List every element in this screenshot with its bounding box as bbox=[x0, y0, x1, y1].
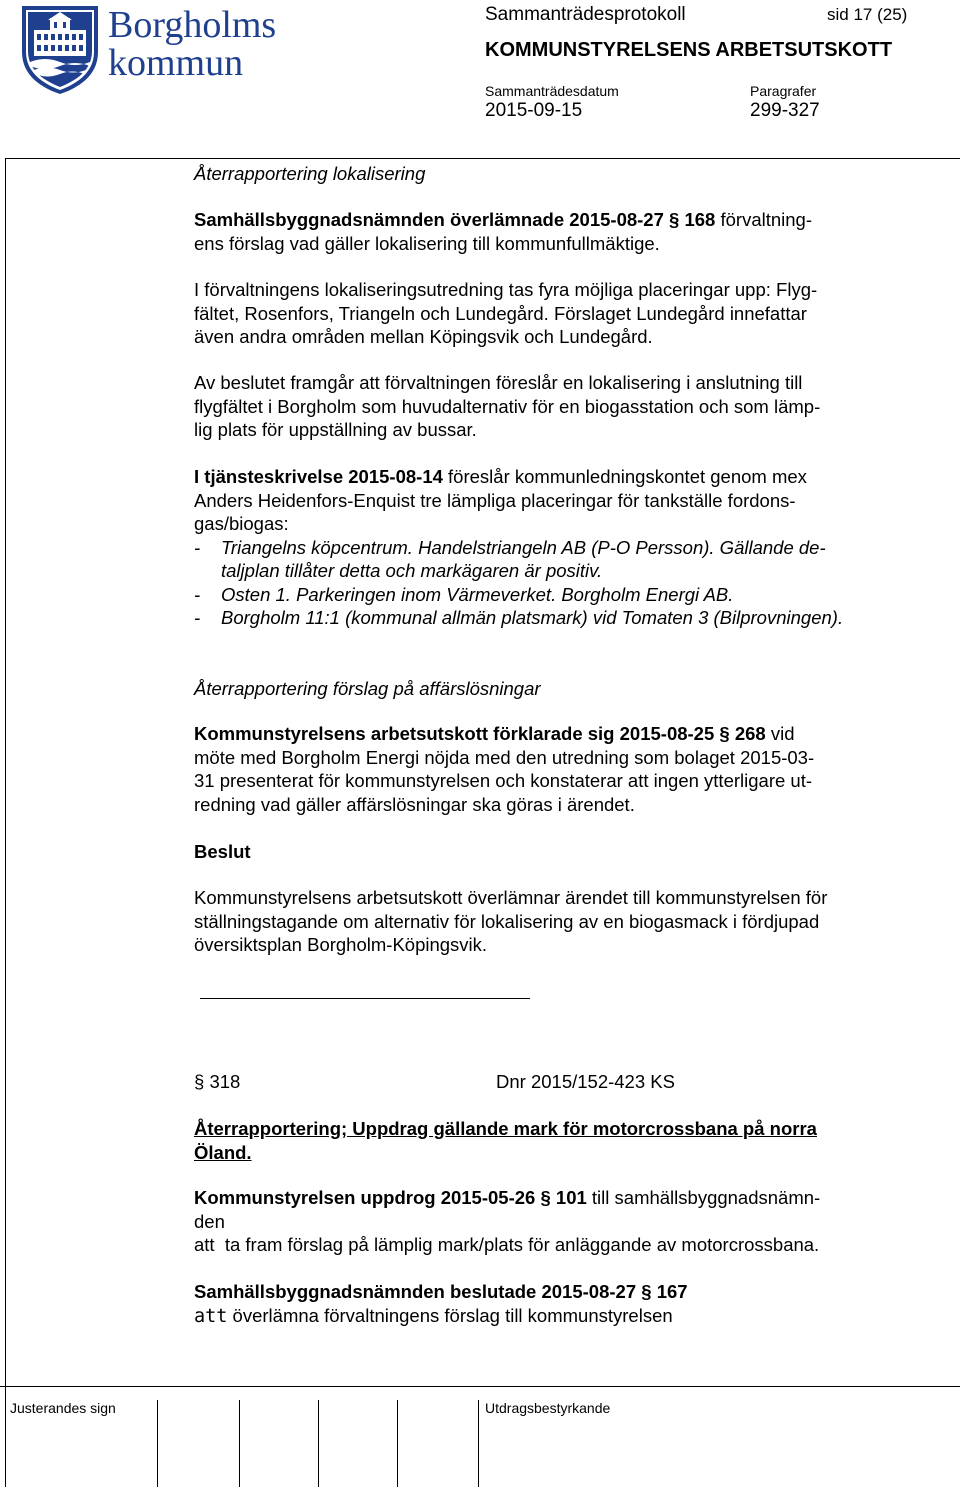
case-title bbox=[194, 1117, 914, 1164]
list-item bbox=[194, 606, 924, 630]
footer-divider bbox=[478, 1400, 479, 1487]
text: förvaltning- bbox=[715, 209, 812, 230]
decision-ref: Kommunstyrelsen uppdrog 2015-05-26 bbox=[194, 1187, 536, 1208]
section-heading-affarslosningar: Återrapportering förslag på affärslösningar bbox=[194, 678, 541, 699]
footer-rule bbox=[0, 1386, 960, 1387]
text: Borgholm 11:1 (kommunal allmän platsmark) vid Tomaten 3 (Bilprovningen). bbox=[221, 607, 844, 628]
decision-ref: I tjänsteskrivelse 2015-08-14 bbox=[194, 466, 443, 487]
paragraph-snb-decision bbox=[194, 208, 894, 255]
text: Återrapportering; Uppdrag gällande mark för motorcrossbana på norra bbox=[194, 1118, 817, 1139]
paragraph-symbol: § bbox=[540, 1187, 551, 1208]
text: möte med Borgholm Energi nöjda med den utredning som bolaget 2015-03- bbox=[194, 746, 815, 768]
paragraph-utredning bbox=[194, 278, 914, 349]
paragraph-number: 268 bbox=[734, 723, 766, 744]
section-divider bbox=[200, 998, 530, 999]
meeting-date: 2015-09-15 bbox=[485, 100, 583, 121]
footer-sign-label: Justerandes sign bbox=[10, 1400, 116, 1416]
text: ens förslag vad gäller lokalisering till kommunfullmäktige. bbox=[194, 232, 660, 254]
list-item bbox=[194, 536, 924, 583]
footer-extract-label: Utdragsbestyrkande bbox=[485, 1400, 611, 1416]
logo-text-line2: kommun bbox=[108, 42, 244, 84]
text: att ta fram förslag på lämplig mark/plats för anläggande av motorcrossbana. bbox=[194, 1234, 820, 1255]
paragraph-ksau-decision bbox=[194, 722, 914, 816]
text: föreslår kommunledningskontet genom mex bbox=[442, 466, 807, 487]
paragraph-symbol: § bbox=[641, 1281, 652, 1302]
paragraph-number: 101 bbox=[555, 1187, 587, 1208]
text: flygfältet i Borgholm som huvudalternativ för en biogasstation och som lämp- bbox=[194, 395, 821, 417]
case-number: Dnr 2015/152-423 KS bbox=[496, 1071, 675, 1092]
footer-divider bbox=[239, 1400, 240, 1487]
text: till samhällsbyggnadsnämn- bbox=[586, 1187, 821, 1208]
text: redning vad gäller affärslösningar ska göras i ärendet. bbox=[194, 793, 635, 815]
text: 31 presenterat för kommunstyrelsen och konstaterar att ingen ytterligare ut- bbox=[194, 770, 812, 791]
list-dash: - bbox=[194, 536, 201, 558]
paragraph-snb-decision-2 bbox=[194, 1280, 924, 1328]
beslut-heading: Beslut bbox=[194, 841, 251, 862]
decision-ref: Samhällsbyggnadsnämnden beslutade 2015-08-27 bbox=[194, 1281, 637, 1302]
section-heading-lokalisering: Återrapportering lokalisering bbox=[194, 163, 426, 184]
paragraph-number: 167 bbox=[656, 1281, 688, 1302]
list-item bbox=[194, 583, 924, 607]
text: översiktsplan Borgholm-Köpingsvik. bbox=[194, 934, 488, 955]
paragraph-ks-assignment bbox=[194, 1186, 924, 1257]
text: Osten 1. Parkeringen inom Värmeverket. Borgholm Energi AB. bbox=[221, 583, 734, 605]
logo-text-line1: Borgholms bbox=[108, 4, 277, 46]
text: ställningstagande om alternativ för lokalisering av en biogasmack i fördjupad bbox=[194, 910, 820, 932]
paragraph-symbol: § bbox=[194, 1071, 205, 1092]
text: Öland. bbox=[194, 1141, 252, 1163]
text: lig plats för uppställning av bussar. bbox=[194, 419, 477, 440]
decision-ref: Kommunstyrelsens arbetsutskott förklarade sig 2015-08-25 bbox=[194, 723, 715, 744]
paragraph-id bbox=[194, 1070, 240, 1094]
coat-of-arms-icon bbox=[20, 4, 100, 96]
paragraph-symbol: § bbox=[719, 723, 730, 744]
text: I förvaltningens lokaliseringsutredning tas fyra möjliga placeringar upp: Flyg- bbox=[194, 279, 818, 300]
committee-title: KOMMUNSTYRELSENS ARBETSUTSKOTT bbox=[485, 39, 893, 61]
list-dash: - bbox=[194, 607, 201, 628]
meeting-date-label: Sammanträdesdatum bbox=[485, 83, 619, 99]
text: även andra områden mellan Köpingsvik och Lundegård. bbox=[194, 326, 653, 347]
text: gas/biogas: bbox=[194, 513, 289, 534]
paragraph-number: 318 bbox=[209, 1071, 241, 1092]
text: vid bbox=[765, 723, 795, 744]
paragraphs-range: 299-327 bbox=[750, 100, 820, 121]
paragraphs-label: Paragrafer bbox=[750, 83, 817, 99]
text: fältet, Rosenfors, Triangeln och Lundegård. Förslaget Lundegård innefattar bbox=[194, 302, 807, 324]
footer-divider bbox=[157, 1400, 158, 1487]
header-rule bbox=[5, 158, 960, 159]
list-dash: - bbox=[194, 583, 201, 605]
footer-divider bbox=[318, 1400, 319, 1487]
paragraph-number: 168 bbox=[684, 209, 716, 230]
paragraph-tjansteskrivelse bbox=[194, 465, 924, 630]
footer-divider bbox=[397, 1400, 398, 1487]
text: överlämna förvaltningens förslag till kommunstyrelsen bbox=[227, 1304, 673, 1326]
text: Kommunstyrelsens arbetsutskott överlämnar ärendet till kommunstyrelsen för bbox=[194, 887, 828, 908]
att-keyword: att bbox=[194, 1305, 228, 1327]
document-type: Sammanträdesprotokoll bbox=[485, 4, 686, 25]
left-margin-rule bbox=[5, 158, 6, 1487]
municipal-logo bbox=[20, 4, 290, 94]
paragraph-beslutet bbox=[194, 371, 914, 442]
paragraph-beslut bbox=[194, 886, 924, 957]
page-number: sid 17 (25) bbox=[827, 5, 908, 24]
text: taljplan tillåter detta och markägaren är positiv. bbox=[221, 560, 603, 581]
text: Anders Heidenfors-Enquist tre lämpliga placeringar för tankställe fordons- bbox=[194, 489, 796, 511]
text: Av beslutet framgår att förvaltningen föreslår en lokalisering i anslutning till bbox=[194, 372, 803, 393]
text: Triangelns köpcentrum. Handelstriangeln AB (P-O Persson). Gällande de- bbox=[221, 536, 826, 558]
decision-ref: Samhällsbyggnadsnämnden överlämnade 2015-08-27 bbox=[194, 209, 664, 230]
text: den bbox=[194, 1210, 225, 1232]
paragraph-symbol: § bbox=[669, 209, 680, 230]
